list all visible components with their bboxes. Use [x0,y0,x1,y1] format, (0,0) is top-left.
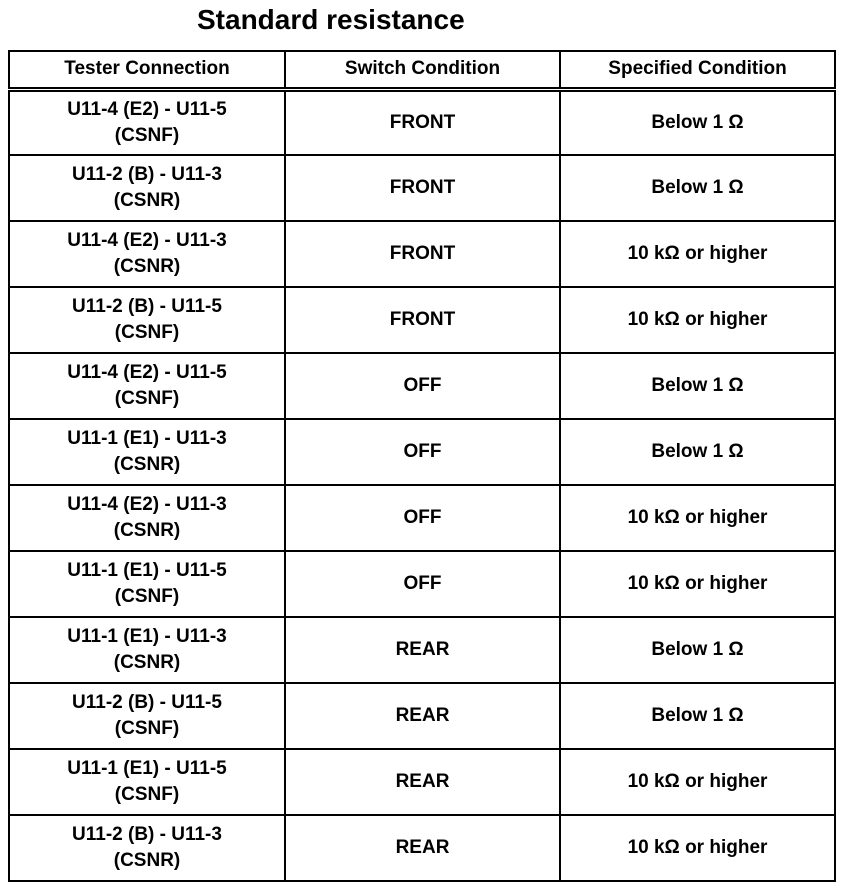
specified-condition-cell: 10 kΩ or higher [560,287,835,353]
connection-line1: U11-4 (E2) - U11-3 [67,494,227,515]
switch-condition-cell: REAR [285,617,560,683]
specified-condition-cell: 10 kΩ or higher [560,485,835,551]
tester-connection-cell [9,353,285,419]
connection-line2: (CSNF) [114,586,180,607]
connection-line1: U11-2 (B) - U11-5 [72,692,222,713]
connection-line2: (CSNR) [113,454,181,475]
tester-connection-cell [9,155,285,221]
connection-line1: U11-4 (E2) - U11-5 [67,362,227,383]
table-row [9,221,835,287]
tester-connection-cell [9,815,285,881]
connection-line2: (CSNR) [113,256,181,277]
switch-condition-cell: FRONT [285,155,560,221]
connection-line1: U11-2 (B) - U11-5 [72,296,222,317]
specified-condition-cell: Below 1 Ω [560,617,835,683]
connection-line1: U11-1 (E1) - U11-3 [67,428,227,449]
table-header-row [9,51,835,89]
header-switch-condition: Switch Condition [285,51,560,89]
header-tester-connection: Tester Connection [9,51,285,89]
table-row [9,419,835,485]
switch-condition-cell: OFF [285,419,560,485]
switch-condition-cell: REAR [285,815,560,881]
table-row [9,155,835,221]
page-title: Standard resistance [197,4,465,35]
table-row [9,353,835,419]
tester-connection-cell [9,617,285,683]
tester-connection-cell [9,485,285,551]
specified-condition-cell: 10 kΩ or higher [560,749,835,815]
switch-condition-cell: OFF [285,485,560,551]
tester-connection-cell [9,551,285,617]
tester-connection-cell [9,749,285,815]
connection-line1: U11-2 (B) - U11-3 [72,824,222,845]
connection-line2: (CSNR) [113,652,181,673]
connection-line2: (CSNR) [113,190,181,211]
switch-condition-cell: FRONT [285,221,560,287]
connection-line2: (CSNF) [114,388,180,409]
specified-condition-cell: Below 1 Ω [560,683,835,749]
connection-line1: U11-4 (E2) - U11-3 [67,230,227,251]
switch-condition-cell: REAR [285,749,560,815]
connection-line2: (CSNR) [113,850,181,871]
specified-condition-cell: Below 1 Ω [560,89,835,155]
switch-condition-cell: FRONT [285,89,560,155]
table-row [9,485,835,551]
connection-line1: U11-1 (E1) - U11-3 [67,626,227,647]
table-row [9,551,835,617]
switch-condition-cell: OFF [285,353,560,419]
specified-condition-cell: 10 kΩ or higher [560,815,835,881]
table-row [9,749,835,815]
header-specified-condition: Specified Condition [560,51,835,89]
connection-line2: (CSNF) [114,124,180,146]
table-row [9,815,835,881]
table-row [9,683,835,749]
specified-condition-cell: Below 1 Ω [560,353,835,419]
connection-line1: U11-2 (B) - U11-3 [72,164,222,185]
tester-connection-cell [9,419,285,485]
connection-line1: U11-1 (E1) - U11-5 [67,560,227,581]
connection-line2: (CSNF) [114,718,180,739]
tester-connection-cell [9,287,285,353]
specified-condition-cell: 10 kΩ or higher [560,551,835,617]
switch-condition-cell: FRONT [285,287,560,353]
specified-condition-cell: Below 1 Ω [560,419,835,485]
table-row [9,287,835,353]
connection-line2: (CSNF) [114,784,180,805]
table-row [9,89,835,155]
tester-connection-cell [9,89,285,155]
resistance-table [8,50,836,882]
tester-connection-cell [9,221,285,287]
switch-condition-cell: OFF [285,551,560,617]
connection-line2: (CSNR) [113,520,181,541]
connection-line1: U11-1 (E1) - U11-5 [67,758,227,779]
connection-line1: U11-4 (E2) - U11-5 [67,98,227,120]
table-row [9,617,835,683]
switch-condition-cell: REAR [285,683,560,749]
specified-condition-cell: Below 1 Ω [560,155,835,221]
specified-condition-cell: 10 kΩ or higher [560,221,835,287]
connection-line2: (CSNF) [114,322,180,343]
tester-connection-cell [9,683,285,749]
